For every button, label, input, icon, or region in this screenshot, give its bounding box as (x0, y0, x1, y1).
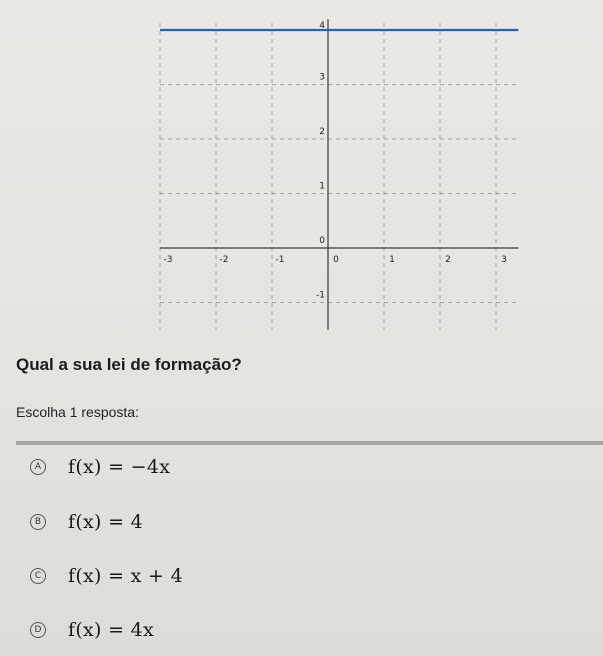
option-d-formula: f(x) = 4x (68, 619, 155, 641)
option-a-formula: f(x) = −4x (68, 456, 171, 478)
y-tick-label: 4 (319, 21, 325, 31)
x-tick-label: 1 (389, 255, 395, 265)
y-tick-label: 3 (319, 72, 325, 83)
x-tick-label: 2 (445, 255, 451, 265)
answer-instruction: Escolha 1 resposta: (16, 404, 139, 420)
option-a-radio[interactable]: A (30, 459, 46, 475)
x-tick-label: -2 (219, 255, 229, 265)
option-c-radio[interactable]: C (30, 568, 46, 584)
option-b-radio[interactable]: B (30, 514, 46, 530)
divider (16, 441, 603, 445)
option-b-formula: f(x) = 4 (68, 511, 144, 533)
y-tick-label: 1 (319, 181, 325, 192)
x-tick-label: -3 (163, 255, 173, 265)
option-d-radio[interactable]: D (30, 622, 46, 638)
y-tick-label: 0 (319, 236, 325, 246)
option-c-formula: f(x) = x + 4 (68, 565, 183, 587)
x-tick-label: -1 (275, 255, 285, 265)
option-c[interactable] (30, 561, 590, 591)
option-d[interactable] (30, 615, 590, 645)
y-tick-label: 2 (319, 127, 325, 137)
option-b[interactable] (30, 507, 590, 537)
y-tick-label: -1 (316, 290, 325, 301)
option-a[interactable] (30, 452, 590, 482)
x-tick-label: 0 (333, 255, 339, 265)
question-text: Qual a sua lei de formação? (16, 355, 242, 374)
x-tick-label: 3 (501, 255, 507, 265)
